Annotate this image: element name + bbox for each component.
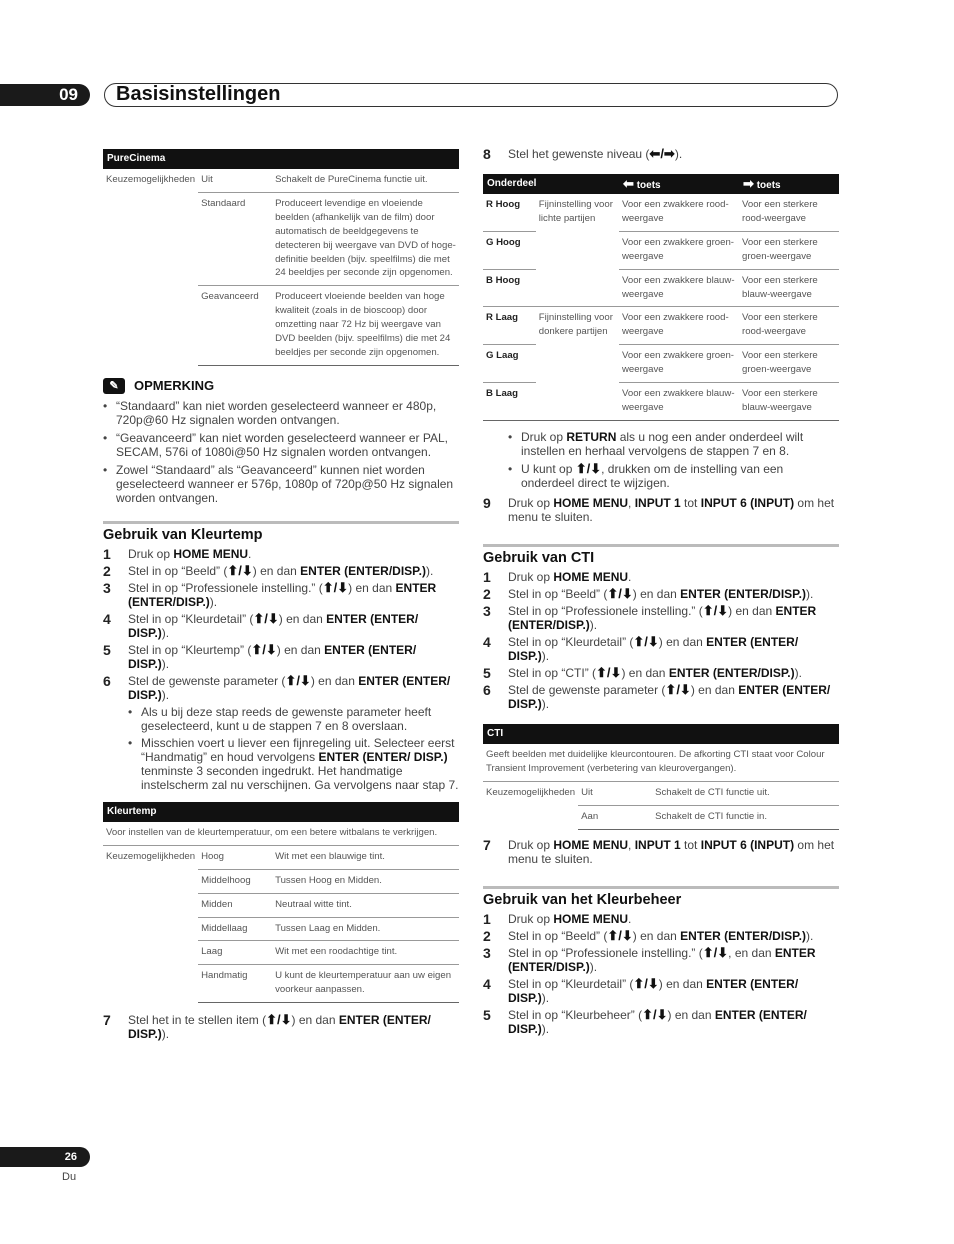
kleurtemp-step: 2 Stel in op “Beeld” (⬆/⬇) en dan ENTER (ENTER/DISP.)). — [103, 562, 434, 579]
level-left: Voor een zwakkere rood-weergave — [622, 199, 729, 224]
level-label: B Hoog — [483, 269, 536, 307]
level-right: Voor een sterkere rood-weergave — [742, 199, 818, 224]
level-right: Voor een sterkere blauw-weergave — [739, 269, 839, 307]
section-title-cti: Gebruik van CTI — [483, 544, 839, 566]
purecinema-opt: Geavanceerd — [198, 286, 272, 366]
kleurtemp-step: 1 Druk op HOME MENU. — [103, 545, 252, 562]
level-label: R Laag — [486, 312, 518, 324]
up-down-arrow-icon: ⬆/⬇ — [253, 610, 279, 626]
level-right: Voor een sterkere groen-weergave — [739, 231, 839, 269]
kleurtemp-desc: Wit met een blauwige tint. — [275, 850, 385, 862]
up-down-arrow-icon: ⬆/⬇ — [322, 579, 349, 595]
kleurbeheer-step: 3 Stel in op “Professionele instelling.” (⬆/⬇, en dan ENTER (ENTER/DISP.)). — [483, 944, 816, 974]
kleurtemp-table-desc: Voor instellen van de kleurtemperatuur, om een betere witbalans te verkrijgen. — [103, 822, 459, 845]
note-item: • “Standaard” kan niet worden geselecteerd wanneer er 480p, 720p@60 Hz signalen worden ontvangen. — [103, 398, 437, 427]
purecinema-opt: Standaard — [198, 192, 272, 285]
purecinema-opt: Uit — [201, 174, 213, 185]
kleurbeheer-step: 5 Stel in op “Kleurbeheer” (⬆/⬇) en dan ENTER (ENTER/ DISP.)). — [483, 1006, 807, 1036]
kleurtemp-step: 7 Stel het in te stellen item (⬆/⬇) en dan ENTER (ENTER/ DISP.)). — [103, 1012, 431, 1042]
section-title-kleurbeheer: Gebruik van het Kleurbeheer — [483, 886, 839, 908]
kleurtemp-opt: Middellaag — [198, 917, 272, 941]
note-item: • “Geavanceerd” kan niet worden geselecteerd wanneer er PAL, SECAM, 576i of 1080i@50 Hz signalen worden ontvangen. — [103, 430, 448, 459]
level-table-header-left: ⬅ toets — [619, 174, 739, 194]
kleurtemp-opt: Laag — [198, 941, 272, 965]
left-arrow-icon: ⬅ — [623, 175, 634, 191]
kleurtemp-bullet: • Misschien voert u liever een fijnregeling uit. Selecteer eerst “Handmatig” en houd vervolgens ENTER (ENTER/ DISP.) tenminste 3 seconden ingedrukt. Het handmatige instelscherm zal nu verschijnen. Ga vervolgens naar stap 7. — [128, 735, 459, 792]
level-label: B Laag — [483, 383, 536, 421]
cti-table — [483, 724, 839, 830]
kleurtemp-step: 6 Stel de gewenste parameter (⬆/⬇) en dan ENTER (ENTER/ DISP.)). — [103, 672, 451, 702]
pencil-icon: ✎ — [103, 378, 125, 394]
up-down-arrow-icon: ⬆/⬇ — [575, 460, 602, 476]
cti-opt: Uit — [581, 786, 593, 798]
cti-label: Keuzemogelijkheden — [486, 786, 576, 798]
left-right-arrow-icon: ⬅/➡ — [649, 146, 675, 161]
kleurtemp-opt: Handmatig — [198, 965, 272, 1003]
cti-desc: Schakelt de CTI functie in. — [652, 805, 839, 829]
right-arrow-icon: ➡ — [743, 175, 754, 191]
cti-step: 3 Stel in op “Professionele instelling.” (⬆/⬇) en dan ENTER (ENTER/DISP.)). — [483, 602, 817, 632]
cti-step: 1 Druk op HOME MENU. — [483, 568, 632, 585]
language-code: Du — [62, 1171, 77, 1183]
cti-step: 6 Stel de gewenste parameter (⬆/⬇) en dan ENTER (ENTER/ DISP.)). — [483, 681, 831, 711]
up-down-arrow-icon: ⬆/⬇ — [702, 944, 729, 960]
level-bullet: • Druk op RETURN als u nog een ander onderdeel wilt instellen en herhaal vervolgens de stappen 7 en 8. — [508, 429, 804, 458]
up-down-arrow-icon: ⬆/⬇ — [607, 585, 633, 601]
level-right: Voor een sterkere groen-weergave — [739, 345, 839, 383]
kleurtemp-desc: Wit met een roodachtige tint. — [272, 941, 459, 965]
level-table — [483, 174, 839, 421]
chapter-number: 09 — [0, 84, 90, 106]
level-left: Voor een zwakkere blauw-weergave — [619, 269, 739, 307]
left-column — [103, 149, 459, 1044]
kleurtemp-opt: Middelhoog — [198, 869, 272, 893]
level-step: 8 Stel het gewenste niveau (⬅/➡). — [483, 146, 683, 162]
purecinema-label: Keuzemogelijkheden — [106, 174, 196, 185]
kleurtemp-table — [103, 802, 459, 1003]
level-left: Voor een zwakkere groen-weergave — [619, 345, 739, 383]
kleurbeheer-step: 4 Stel in op “Kleurdetail” (⬆/⬇) en dan ENTER (ENTER/ DISP.)). — [483, 975, 799, 1005]
cti-table-desc: Geeft beelden met duidelijke kleurcontouren. De afkorting CTI staat voor Colour Transient Improvement (verbetering van kleurovergangen). — [483, 744, 839, 781]
up-down-arrow-icon: ⬆/⬇ — [633, 633, 659, 649]
kleurtemp-opt: Hoog — [201, 850, 225, 862]
cti-table-title: CTI — [483, 724, 839, 744]
level-left: Voor een zwakkere blauw-weergave — [619, 383, 739, 421]
level-label: G Laag — [483, 345, 536, 383]
kleurtemp-label: Keuzemogelijkheden — [106, 850, 196, 862]
up-down-arrow-icon: ⬆/⬇ — [702, 602, 729, 618]
level-left: Voor een zwakkere groen-weergave — [619, 231, 739, 269]
level-label: G Hoog — [483, 231, 536, 269]
purecinema-table — [103, 149, 459, 366]
level-table-header-item: Onderdeel — [483, 174, 619, 194]
kleurtemp-table-title: Kleurtemp — [103, 802, 459, 822]
cti-desc: Schakelt de CTI functie uit. — [655, 786, 770, 798]
up-down-arrow-icon: ⬆/⬇ — [607, 927, 633, 943]
level-group-dark: Fijninstelling voor donkere partijen — [536, 307, 619, 420]
up-down-arrow-icon: ⬆/⬇ — [642, 1006, 668, 1022]
up-down-arrow-icon: ⬆/⬇ — [285, 672, 311, 688]
section-title-kleurtemp: Gebruik van Kleurtemp — [103, 521, 459, 543]
level-table-header-right: ➡ toets — [739, 174, 839, 194]
kleurtemp-bullet: • Als u bij deze stap reeds de gewenste parameter heeft geselecteerd, kunt u de stappen 7 en 8 overslaan. — [128, 704, 432, 733]
kleurtemp-step: 3 Stel in op “Professionele instelling.” (⬆/⬇) en dan ENTER (ENTER/DISP.)). — [103, 579, 437, 609]
right-column — [483, 147, 839, 1039]
kleurtemp-step: 4 Stel in op “Kleurdetail” (⬆/⬇) en dan ENTER (ENTER/ DISP.)). — [103, 610, 419, 640]
chapter-title: Basisinstellingen — [116, 83, 281, 105]
level-right: Voor een sterkere rood-weergave — [742, 312, 818, 338]
cti-opt: Aan — [578, 805, 652, 829]
up-down-arrow-icon: ⬆/⬇ — [251, 641, 277, 657]
kleurbeheer-step: 1 Druk op HOME MENU. — [483, 910, 632, 927]
up-down-arrow-icon: ⬆/⬇ — [665, 681, 691, 697]
note-item: • Zowel “Standaard” als “Geavanceerd” kunnen niet worden geselecteerd wanneer er 576p, 1080p of 720p@50 Hz signalen worden ontvangen. — [103, 462, 454, 505]
cti-step: 4 Stel in op “Kleurdetail” (⬆/⬇) en dan ENTER (ENTER/ DISP.)). — [483, 633, 799, 663]
kleurtemp-desc: Tussen Hoog en Midden. — [272, 869, 459, 893]
level-left: Voor een zwakkere rood-weergave — [622, 312, 729, 338]
up-down-arrow-icon: ⬆/⬇ — [266, 1012, 292, 1028]
kleurtemp-desc: Neutraal witte tint. — [272, 893, 459, 917]
cti-step: 7 Druk op HOME MENU, INPUT 1 tot INPUT 6 (INPUT) om het menu te sluiten. — [483, 836, 835, 866]
note-title: OPMERKING — [134, 378, 215, 394]
cti-step: 5 Stel in op “CTI” (⬆/⬇) en dan ENTER (ENTER/DISP.)). — [483, 664, 802, 681]
purecinema-desc: Schakelt de PureCinema functie uit. — [275, 174, 428, 185]
level-group-light: Fijninstelling voor lichte partijen — [536, 194, 619, 307]
note-heading — [103, 378, 459, 394]
level-bullet: • U kunt op ⬆/⬇, drukken om de instelling van een onderdeel direct te wijzigen. — [508, 460, 784, 490]
up-down-arrow-icon: ⬆/⬇ — [596, 664, 622, 680]
exit-step: 9 Druk op HOME MENU, INPUT 1 tot INPUT 6 (INPUT) om het menu te sluiten. — [483, 494, 835, 524]
up-down-arrow-icon: ⬆/⬇ — [227, 562, 253, 578]
kleurtemp-desc: Tussen Laag en Midden. — [272, 917, 459, 941]
kleurtemp-opt: Midden — [198, 893, 272, 917]
purecinema-desc: Produceert levendige en vloeiende beelden (afhankelijk van de film) door automatisch de beeldgegevens te detecteren bij weergave van DVD of hoge-definitie beelden (bijv. speelfilms) die met 24 beeldjes per seconde zijn opgenomen. — [272, 192, 459, 285]
kleurtemp-step: 5 Stel in op “Kleurtemp” (⬆/⬇) en dan ENTER (ENTER/ DISP.)). — [103, 641, 417, 671]
cti-step: 2 Stel in op “Beeld” (⬆/⬇) en dan ENTER (ENTER/DISP.)). — [483, 585, 814, 602]
level-label: R Hoog — [486, 199, 521, 210]
level-right: Voor een sterkere blauw-weergave — [739, 383, 839, 421]
kleurbeheer-step: 2 Stel in op “Beeld” (⬆/⬇) en dan ENTER (ENTER/DISP.)). — [483, 927, 814, 944]
purecinema-table-title: PureCinema — [103, 149, 459, 169]
page-number: 26 — [0, 1147, 90, 1167]
purecinema-desc: Produceert vloeiende beelden van hoge kwaliteit (zoals in de bioscoop) door omzetting naar 72 Hz bij weergave van DVD beelden (bijv. speelfilms) die met 24 beeldjes per seconde zijn opgenomen. — [272, 286, 459, 366]
kleurtemp-desc: U kunt de kleurtemperatuur aan uw eigen voorkeur aanpassen. — [272, 965, 459, 1003]
up-down-arrow-icon: ⬆/⬇ — [633, 975, 659, 991]
